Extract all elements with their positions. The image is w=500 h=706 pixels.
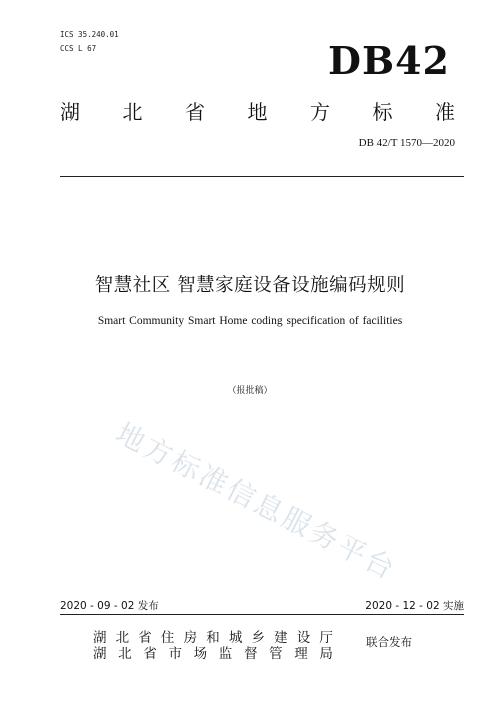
standard-type-char: 地 [247,100,268,124]
document-title-en: Smart Community Smart Home coding specification of facilities [97,315,403,327]
issue-date: 2020 - 09 - 02 发布 [60,600,159,612]
standard-type-char: 湖 [60,100,80,124]
standard-type-char: 标 [372,100,393,124]
issuer-char: 湖 [93,630,107,646]
issuer-char: 管 [269,646,283,662]
issuer-char: 北 [115,630,130,646]
issuer-char: 建 [274,630,288,646]
standard-type-char: 方 [310,100,330,124]
ccs-code: CCS L 67 [60,44,97,53]
issuer-char: 城 [228,630,243,646]
issuer-char: 局 [319,646,333,662]
classification-codes [60,28,119,56]
issuer-char: 北 [118,646,132,662]
standard-number: DB 42/T 1570—2020 [358,137,455,149]
standard-code-logo: DB42 [328,38,450,83]
draft-note: （报批稿） [227,386,273,396]
standard-type-char: 省 [185,100,205,124]
issuer-char: 市 [168,646,182,662]
implementation-date: 2020 - 12 - 02 实施 [365,600,464,612]
document-title-zh: 智慧社区 智慧家庭设备设施编码规则 [94,275,406,296]
issuer-char: 省 [143,646,157,662]
issuer-char: 理 [294,646,308,662]
issuer-line-2 [93,642,333,662]
issuer-char: 房 [183,630,198,646]
joint-issue-label: 联合发布 [366,635,412,649]
issuer-char: 设 [296,630,311,646]
top-divider [60,176,464,177]
standard-type-char: 准 [435,100,455,124]
standard-type-char: 北 [122,100,143,124]
issuer-char: 省 [138,630,152,646]
issuer-char: 住 [160,630,175,646]
issuer-char: 和 [206,630,220,646]
issuer-char: 厅 [319,630,333,646]
issuer-char: 场 [193,646,208,662]
standard-type-title [60,96,455,125]
issuer-char: 督 [243,646,258,662]
ics-code: ICS 35.240.01 [60,30,119,39]
watermark: 地方标准信息服务平台 [110,416,402,587]
bottom-divider [60,614,464,615]
issuer-char: 乡 [251,630,265,646]
issuer-char: 监 [218,646,233,662]
issuer-char: 湖 [93,646,107,662]
